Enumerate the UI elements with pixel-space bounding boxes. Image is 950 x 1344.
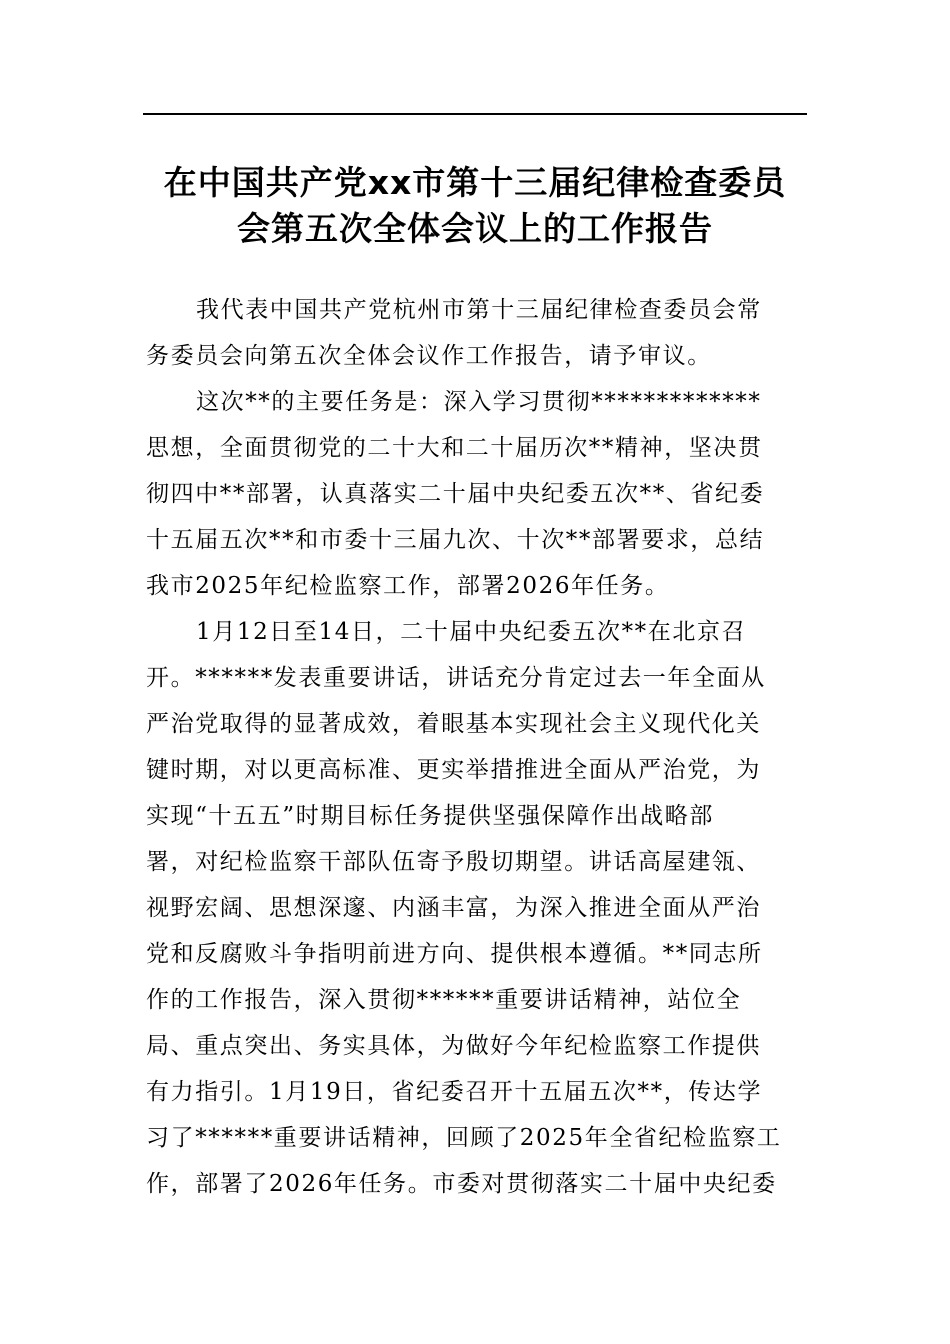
paragraph-3-line: 键时期，对以更高标准、更实举措推进全面从严治党，为	[146, 757, 761, 783]
paragraph-3-line: 实现“十五五”时期目标任务提供坚强保障作出战略部	[146, 803, 714, 829]
paragraph-1-line: 务委员会向第五次全体会议作工作报告，请予审议。	[146, 343, 712, 369]
paragraph-3-line: 党和反腐败斗争指明前进方向、提供根本遵循。**同志所	[146, 941, 763, 967]
report-title	[130, 160, 820, 252]
paragraph-3-line: 署，对纪检监察干部队伍寄予殷切期望。讲话高屋建瓴、	[146, 849, 761, 875]
title-line: 在中国共产党xx市第十三届纪律检查委员	[163, 163, 787, 202]
report-body	[146, 287, 812, 1207]
paragraph-3-line: 视野宏阔、思想深邃、内涵丰富，为深入推进全面从严治	[146, 895, 761, 921]
paragraph-3-line: 作，部署了2026年任务。市委对贯彻落实二十届中央纪委	[146, 1171, 777, 1197]
paragraph-3-line: 严治党取得的显著成效，着眼基本实现社会主义现代化关	[146, 711, 761, 737]
paragraph-3-line: 开。******发表重要讲话，讲话充分肯定过去一年全面从	[146, 665, 766, 691]
paragraph-2-line: 十五届五次**和市委十三届九次、十次**部署要求，总结	[146, 527, 765, 553]
header-rule	[143, 113, 807, 115]
paragraph-3-line: 1月12日至14日，二十届中央纪委五次**在北京召	[196, 619, 747, 645]
paragraph-3-line: 有力指引。1月19日，省纪委召开十五届五次**，传达学	[146, 1079, 763, 1105]
paragraph-3-line: 局、重点突出、务实具体，为做好今年纪检监察工作提供	[146, 1033, 761, 1059]
title-line: 会第五次全体会议上的工作报告	[237, 209, 713, 248]
paragraph-3-line: 作的工作报告，深入贯彻******重要讲话精神，站位全	[146, 987, 742, 1013]
paragraph-2-line: 我市2025年纪检监察工作，部署2026年任务。	[146, 573, 670, 599]
paragraph-2-line: 彻四中**部署，认真落实二十届中央纪委五次**、省纪委	[146, 481, 765, 507]
paragraph-1-line: 我代表中国共产党杭州市第十三届纪律检查委员会常	[196, 297, 762, 323]
paragraph-3-line: 习了******重要讲话精神，回顾了2025年全省纪检监察工	[146, 1125, 782, 1151]
paragraph-2-line: 思想，全面贯彻党的二十大和二十届历次**精神，坚决贯	[146, 435, 763, 461]
paragraph-2-line: 这次**的主要任务是：深入学习贯彻*************	[196, 389, 762, 415]
